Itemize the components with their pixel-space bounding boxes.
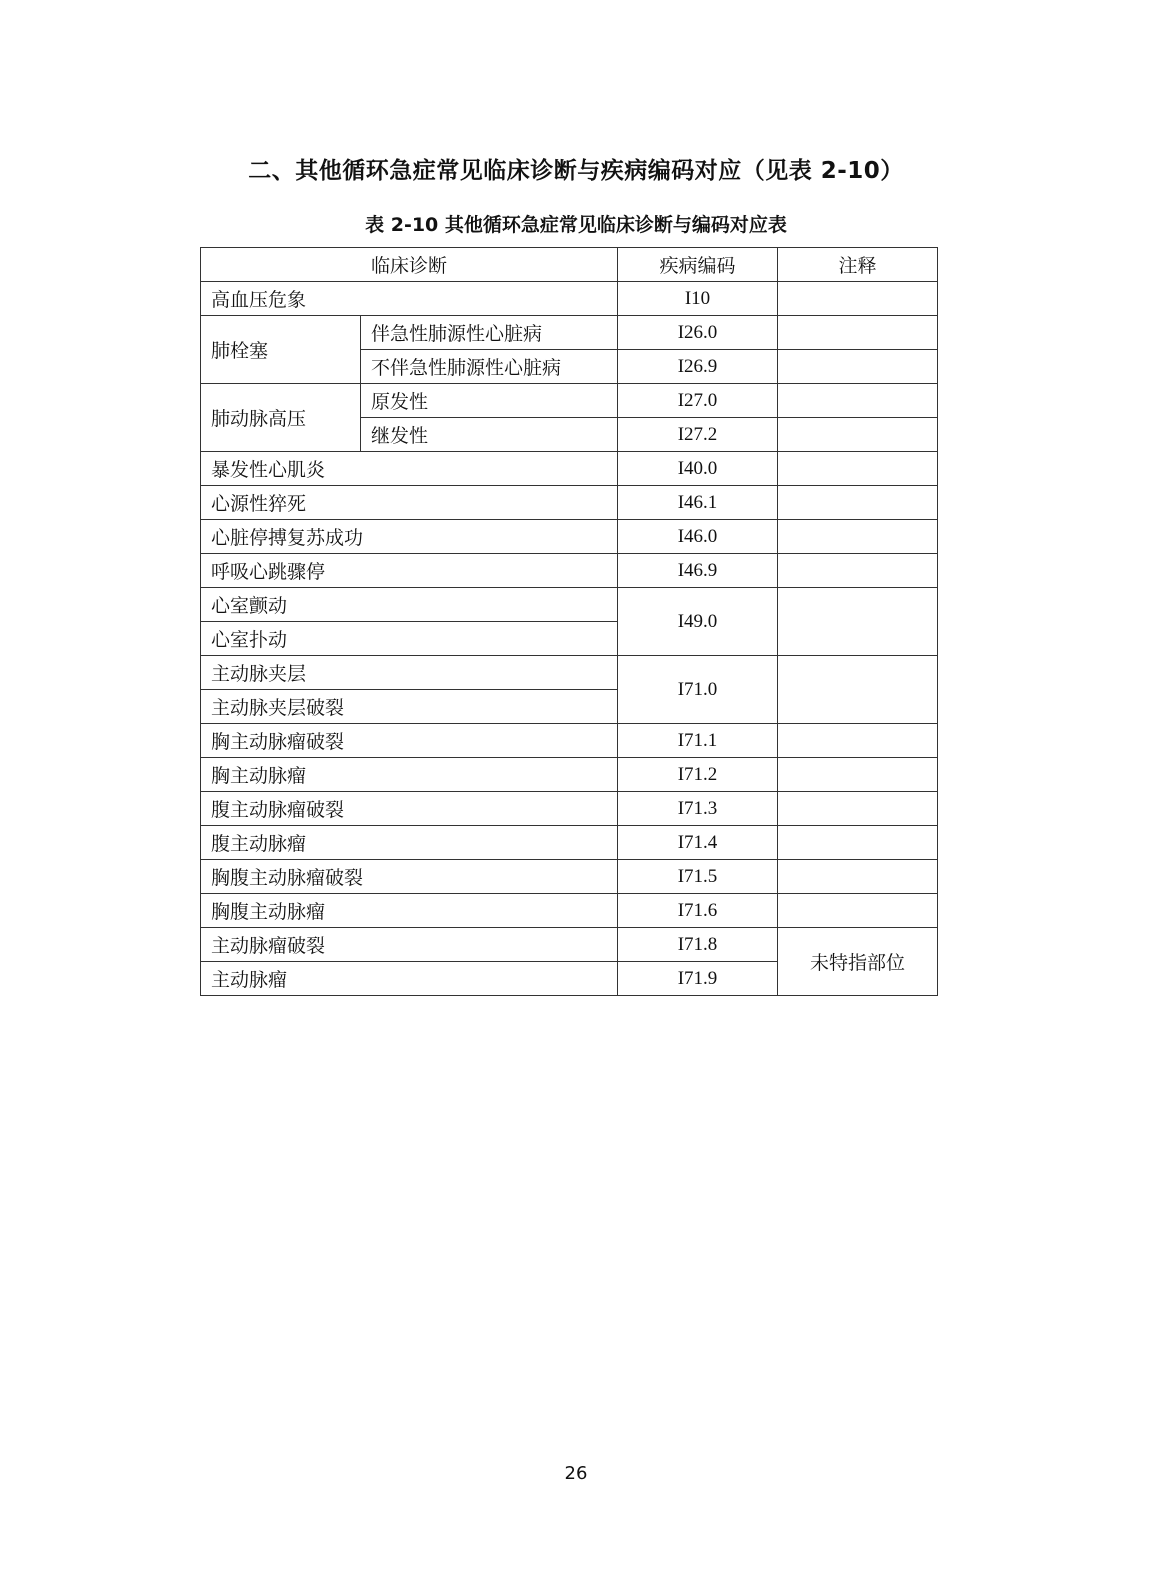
note-cell [778,554,938,588]
code-cell: I46.9 [618,554,778,588]
diagnosis-cell: 胸主动脉瘤 [201,758,618,792]
code-cell: I71.2 [618,758,778,792]
sub-diagnosis-cell: 原发性 [361,384,618,418]
header-code: 疾病编码 [618,248,778,282]
diagnosis-cell: 主动脉夹层 [201,656,618,690]
code-cell: I71.1 [618,724,778,758]
note-cell [778,384,938,418]
header-diagnosis: 临床诊断 [201,248,618,282]
table-row [201,826,938,860]
diagnosis-cell: 心源性猝死 [201,486,618,520]
diagnosis-cell: 高血压危象 [201,282,618,316]
note-cell [778,758,938,792]
table-row [201,656,938,690]
diagnosis-cell: 心室扑动 [201,622,618,656]
table-row [201,588,938,622]
table-row [201,724,938,758]
code-cell: I71.3 [618,792,778,826]
sub-diagnosis-cell: 伴急性肺源性心脏病 [361,316,618,350]
note-cell [778,452,938,486]
diagnosis-code-table [200,247,938,996]
note-cell [778,656,938,724]
diagnosis-cell: 胸腹主动脉瘤 [201,894,618,928]
diagnosis-cell: 胸主动脉瘤破裂 [201,724,618,758]
table-row [201,894,938,928]
code-cell: I71.0 [618,656,778,724]
sub-diagnosis-cell: 继发性 [361,418,618,452]
table-row [201,316,938,350]
table-row [201,452,938,486]
code-cell: I46.0 [618,520,778,554]
code-cell: I71.8 [618,928,778,962]
header-note: 注释 [778,248,938,282]
note-cell [778,520,938,554]
diagnosis-cell: 腹主动脉瘤 [201,826,618,860]
table-caption: 表 2-10 其他循环急症常见临床诊断与编码对应表 [365,214,787,236]
sub-diagnosis-cell: 不伴急性肺源性心脏病 [361,350,618,384]
page-number: 26 [564,1463,588,1484]
code-cell: I71.6 [618,894,778,928]
note-cell [778,350,938,384]
table-row [201,792,938,826]
code-cell: I26.0 [618,316,778,350]
note-cell [778,724,938,758]
diagnosis-cell: 主动脉瘤 [201,962,618,996]
table-row [201,520,938,554]
diagnosis-cell: 心脏停搏复苏成功 [201,520,618,554]
table-row [201,928,938,962]
code-cell: I46.1 [618,486,778,520]
note-cell [778,588,938,656]
note-cell [778,894,938,928]
diagnosis-cell: 主动脉瘤破裂 [201,928,618,962]
table-row [201,758,938,792]
code-cell: I10 [618,282,778,316]
diagnosis-cell: 主动脉夹层破裂 [201,690,618,724]
diagnosis-cell: 暴发性心肌炎 [201,452,618,486]
table-row [201,860,938,894]
section-heading: 二、其他循环急症常见临床诊断与疾病编码对应（见表 2-10） [248,158,904,184]
code-cell: I40.0 [618,452,778,486]
code-cell: I27.2 [618,418,778,452]
note-cell [778,826,938,860]
diagnosis-cell: 腹主动脉瘤破裂 [201,792,618,826]
table-header-row [201,248,938,282]
table-row [201,486,938,520]
code-cell: I71.4 [618,826,778,860]
note-cell [778,860,938,894]
code-cell: I27.0 [618,384,778,418]
table-row [201,282,938,316]
note-cell [778,792,938,826]
diagnosis-cell: 心室颤动 [201,588,618,622]
note-cell [778,486,938,520]
table-row [201,384,938,418]
note-cell [778,316,938,350]
diagnosis-group-cell: 肺栓塞 [201,316,361,384]
code-cell: I49.0 [618,588,778,656]
code-cell: I71.5 [618,860,778,894]
note-cell [778,282,938,316]
diagnosis-group-cell: 肺动脉高压 [201,384,361,452]
diagnosis-cell: 胸腹主动脉瘤破裂 [201,860,618,894]
code-cell: I71.9 [618,962,778,996]
note-cell: 未特指部位 [778,928,938,996]
diagnosis-cell: 呼吸心跳骤停 [201,554,618,588]
table-row [201,554,938,588]
code-cell: I26.9 [618,350,778,384]
note-cell [778,418,938,452]
